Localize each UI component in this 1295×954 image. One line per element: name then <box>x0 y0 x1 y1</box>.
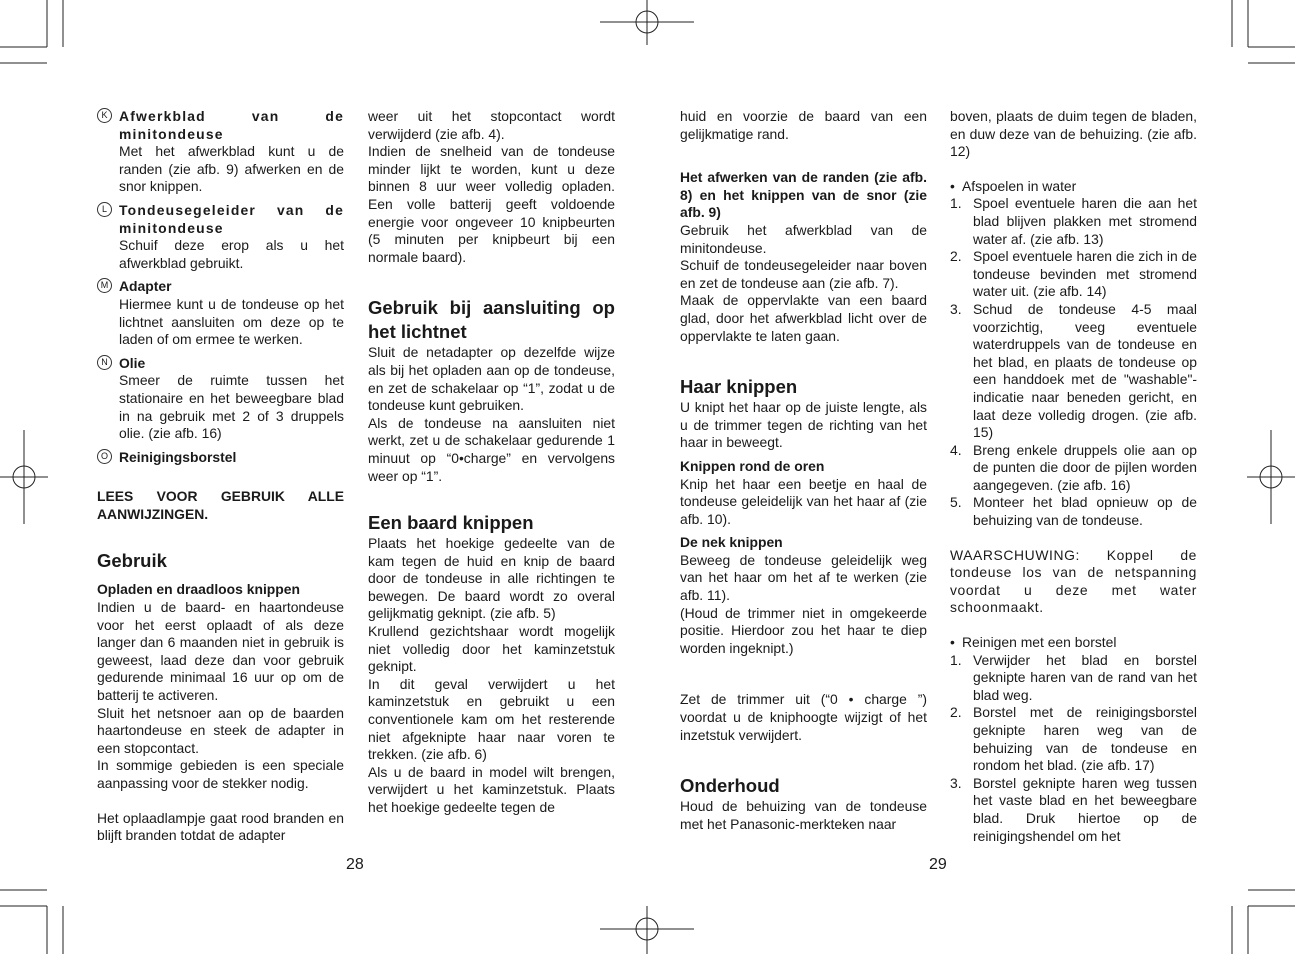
paragraph: In dit geval verwijdert u het kaminzetstuk en gebruikt u een conventionele kam om het resterende niet afgeknipte haar naar voren te trekken. (zie afb. 6) <box>368 675 615 763</box>
paragraph: Indien de snelheid van de tondeuse minder lijkt te worden, kunt u deze binnen 8 uur weer volledig opladen. Een volle batterij geeft voldoende energie voor ongeveer 10 knipbeurten (5 minuten per knipbeurt bij een normale baard). <box>368 143 615 265</box>
left-page-column-1 <box>97 108 344 845</box>
notice-text: LEES VOOR GEBRUIK ALLE AANWIJZINGEN. <box>97 488 344 522</box>
part-item-k <box>97 108 344 196</box>
subheading-oren: Knippen rond de oren <box>680 457 825 474</box>
part-title: Adapter <box>119 278 172 295</box>
warning-text: WAARSCHUWING: Koppel de tondeuse los van de netspanning voordat u deze met water schoonmaakt. <box>950 546 1197 616</box>
list-item: 4. Breng enkele druppels olie aan op de punten die door de pijlen worden aangegeven. (zie afb. 16) <box>950 441 1197 493</box>
letter-badge: O <box>97 449 112 464</box>
part-description: Hiermee kunt u de tondeuse op het lichtnet aansluiten om deze op te laden of om ermee te werken. <box>119 295 344 348</box>
paragraph: Zet de trimmer uit (“0 • charge ”) voordat u de kniphoogte wijzigt of het inzetstuk verwijdert. <box>680 691 927 743</box>
paragraph: U knipt het haar op de juiste lengte, als u de trimmer tegen de richting van het haar in beweegt. <box>680 399 927 451</box>
paragraph: boven, plaats de duim tegen de bladen, en duw deze van de behuizing. (zie afb. 12) <box>950 108 1197 160</box>
registration-mark-left <box>0 430 48 524</box>
letter-badge: K <box>97 108 112 123</box>
part-description: Smeer de ruimte tussen het stationaire en het beweegbare blad in na gebruik met 2 of 3 druppels olie. (zie afb. 16) <box>119 372 344 442</box>
right-page-column-1 <box>680 108 927 833</box>
paragraph: Schuif de tondeusegeleider naar boven en zet de tondeuse aan (zie afb. 7). <box>680 257 927 291</box>
page-number-left: 28 <box>346 856 364 873</box>
letter-badge: M <box>97 278 112 293</box>
section-heading-lichtnet: Gebruik bij aansluiting op het lichtnet <box>368 297 615 343</box>
paragraph: Gebruik het afwerkblad van de minitondeuse. <box>680 221 927 256</box>
paragraph: huid en voorzie de baard van een gelijkmatige rand. <box>680 108 927 142</box>
subheading-opladen: Opladen en draadloos knippen <box>97 581 300 598</box>
list-item: 3. Borstel geknipte haren weg tussen het vaste blad en het beweegbare blad. Druk hiertoe op de reinigingshendel om het <box>950 774 1197 844</box>
paragraph: Beweeg de tondeuse geleidelijk weg van het haar om het af te werken (zie afb. 11). <box>680 551 927 604</box>
paragraph: Houd de behuizing van de tondeuse met het Panasonic-merkteken naar <box>680 798 927 832</box>
bullet-icon: • <box>950 177 955 194</box>
paragraph: weer uit het stopcontact wordt verwijderd (zie afb. 4). <box>368 108 615 142</box>
list-item: 1. Spoel eventuele haren die aan het blad blijven plakken met stromend water af. (zie afb. 13) <box>950 195 1197 247</box>
list-item: 2. Borstel met de reinigingsborstel geknipte haren weg van de behuizing van de tondeuse en rondom het blad. (zie afb. 17) <box>950 704 1197 774</box>
registration-mark-right <box>1247 430 1295 524</box>
subheading-nek: De nek knippen <box>680 534 783 551</box>
left-page-column-2 <box>368 108 615 817</box>
letter-badge: N <box>97 355 112 370</box>
paragraph: Knip het haar een beetje en haal de tondeuse geleidelijk van het haar af (zie afb. 10). <box>680 475 927 527</box>
page-number-right: 29 <box>929 856 947 873</box>
list-item: 5. Monteer het blad opnieuw op de behuizing van de tondeuse. <box>950 494 1197 529</box>
bullet-icon: • <box>950 634 955 651</box>
part-title: Afwerkblad van de minitondeuse <box>119 108 344 142</box>
list-item: 3. Schud de tondeuse 4-5 maal voorzichtig, veeg eventuele waterdruppels van de tondeuse en het blad, en plaats de tondeuse op een handdoek met de "washable"-indicatie naar beneden gericht, en laat deze volledig drogen. (zie afb. 15) <box>950 300 1197 441</box>
registration-mark-bottom <box>600 906 694 954</box>
section-heading-haar: Haar knippen <box>680 376 798 398</box>
paragraph: Indien u de baard- en haartondeuse voor het eerst oplaadt of als deze langer dan 6 maanden niet in gebruik is geweest, laad deze dan voor gebruik gedurende minimaal 16 uur op om de batterij te activeren. <box>97 599 344 704</box>
paragraph: In sommige gebieden is een speciale aanpassing voor de stekker nodig. <box>97 757 344 791</box>
part-title: Reinigingsborstel <box>119 448 237 465</box>
part-title: Olie <box>119 354 146 371</box>
paragraph: Als u de baard in model wilt brengen, verwijdert u het kaminzetstuk. Plaats het hoekige gedeelte tegen de <box>368 763 615 815</box>
bullet-brush: • Reinigen met een borstel <box>950 634 1117 651</box>
paragraph: (Houd de trimmer niet in omgekeerde positie. Hierdoor zou het haar te diep worden ingeknipt.) <box>680 604 927 656</box>
paragraph: Plaats het hoekige gedeelte van de kam tegen de huid en knip de baard door de tondeuse in alle richtingen te bewegen. De baard wordt zo overal gelijkmatig geknipt. (zie afb. 5) <box>368 535 615 622</box>
subheading-randen: Het afwerken van de randen (zie afb. 8) en het knippen van de snor (zie afb. 9) <box>680 169 927 221</box>
section-heading-baard: Een baard knippen <box>368 512 534 534</box>
paragraph: Sluit de netadapter op dezelfde wijze als bij het opladen aan op de tondeuse, en zet de schakelaar op “1”, zodat u de tondeuse kunt gebruiken. <box>368 344 615 414</box>
section-heading-gebruik: Gebruik <box>97 550 167 572</box>
paragraph: Sluit het netsnoer aan op de baarden haartondeuse en steek de adapter in een stopcontact. <box>97 704 344 756</box>
list-item: 1. Verwijder het blad en borstel geknipte haren van de rand van het blad weg. <box>950 651 1197 703</box>
letter-badge: L <box>97 202 112 217</box>
section-heading-onderhoud: Onderhoud <box>680 775 780 797</box>
paragraph: Het oplaadlampje gaat rood branden en blijft branden totdat de adapter <box>97 809 344 844</box>
bullet-water: • Afspoelen in water <box>950 177 1077 194</box>
part-item-l <box>97 202 344 272</box>
part-item-m <box>97 278 344 348</box>
part-description: Met het afwerkblad kunt u de randen (zie afb. 9) afwerken en de snor knippen. <box>119 143 344 195</box>
part-item-n <box>97 355 344 443</box>
part-title: Tondeusegeleider van de minitondeuse <box>119 201 344 236</box>
paragraph: Als de tondeuse na aansluiten niet werkt, zet u de schakelaar gedurende 1 minuut op “0•charge” en vervolgens weer op “1”. <box>368 414 615 484</box>
part-description: Schuif deze erop als u het afwerkblad gebruikt. <box>119 237 344 271</box>
paragraph: Maak de oppervlakte van een baard glad, door het afwerkblad licht over de oppervlakte te laten gaan. <box>680 292 927 344</box>
part-item-o <box>97 449 344 467</box>
paragraph: Krullend gezichtshaar wordt mogelijk niet volledig door het kaminzetstuk geknipt. <box>368 623 615 675</box>
registration-mark-top <box>600 0 694 45</box>
list-item: 2. Spoel eventuele haren die zich in de tondeuse bevinden met stromend water uit. (zie afb. 14) <box>950 248 1197 300</box>
right-page-column-2 <box>950 108 1197 845</box>
